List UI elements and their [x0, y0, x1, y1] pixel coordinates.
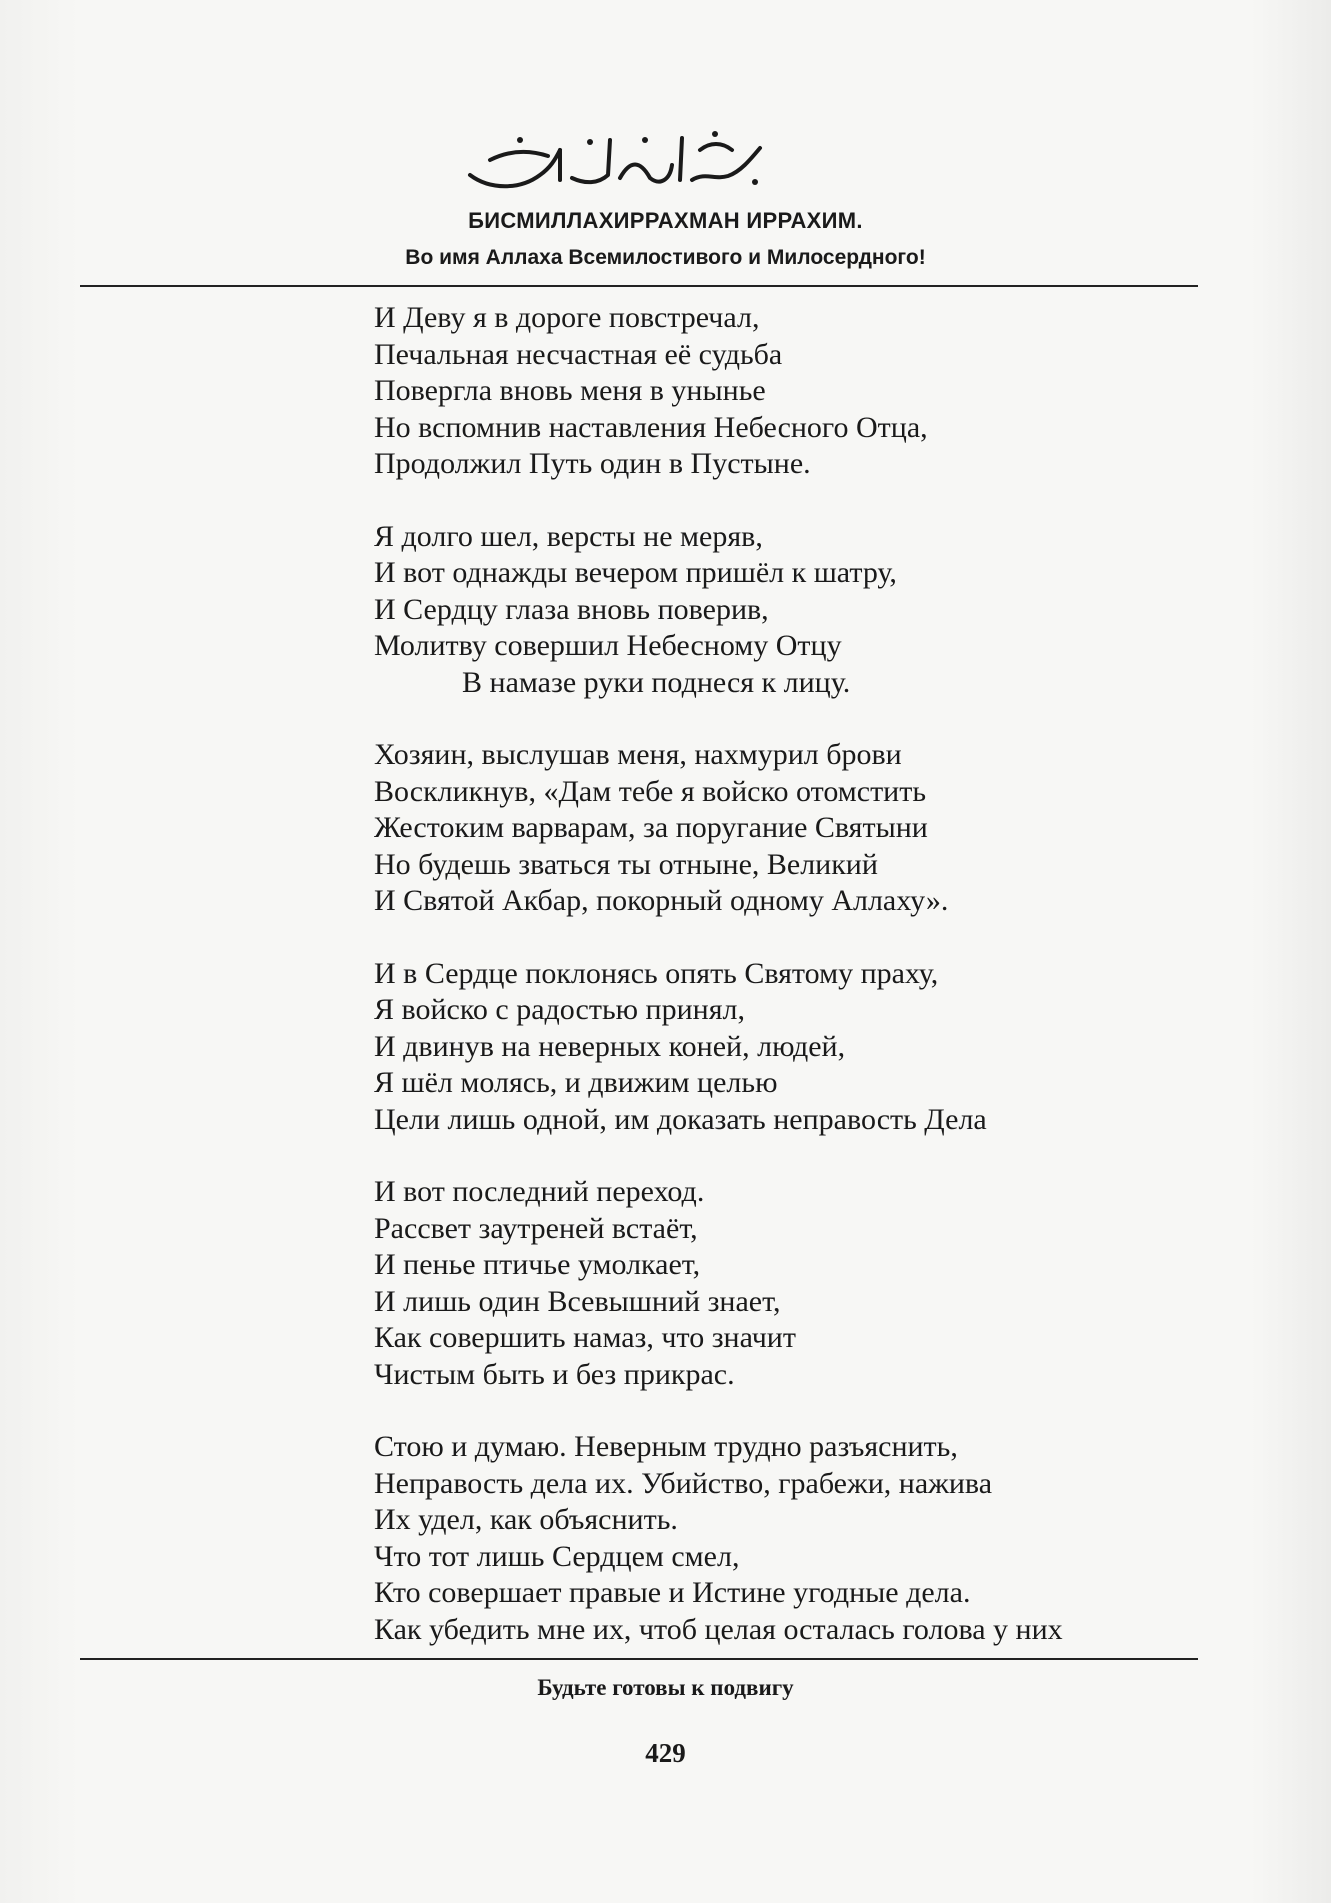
poem-line: Воскликнув, «Дам тебе я войско отомстить: [374, 774, 927, 808]
poem-line: И пенье птичье умолкает,: [374, 1248, 701, 1281]
poem-line: Неправость дела их. Убийство, грабежи, нажива: [374, 1466, 993, 1500]
poem-line: И вот однажды вечером пришёл к шатру,: [374, 556, 897, 589]
poem-line: Жестоким варварам, за поругание Святыни: [374, 811, 928, 844]
stanza: [374, 300, 1174, 483]
poem-line: Но вспомнив наставления Небесного Отца,: [374, 410, 928, 444]
poem-line: Хозяин, выслушав меня, нахмурил брови: [374, 738, 902, 771]
poem-line: И вот последний переход.: [374, 1175, 705, 1208]
running-footer-title: Будьте готовы к подвигу: [537, 1675, 794, 1700]
stanza: [374, 519, 1174, 702]
poem-line: Как совершить намаз, что значит: [374, 1321, 796, 1354]
bismillah-calligraphy: [460, 120, 780, 200]
header-subtitle: Во имя Аллаха Всемилостивого и Милосердного!: [405, 246, 926, 269]
poem-line: Чистым быть и без прикрас.: [374, 1357, 735, 1391]
poem-line: Как убедить мне их, чтоб целая осталась голова у них: [374, 1612, 1063, 1646]
poem-line: Но будешь зваться ты отныне, Великий: [374, 847, 878, 881]
poem-line: В намазе руки поднеся к лицу.: [462, 665, 851, 699]
poem-line: Цели лишь одной, им доказать неправость Дела: [374, 1102, 987, 1136]
top-divider: [80, 285, 1198, 287]
poem-body: [374, 300, 1174, 1684]
poem-line: И лишь один Всевышний знает,: [374, 1284, 781, 1318]
poem-line: И Святой Акбар, покорный одному Аллаху».: [374, 884, 949, 917]
poem-line: Их удел, как объяснить.: [374, 1503, 678, 1536]
poem-line: И Сердцу глаза вновь поверив,: [374, 592, 769, 626]
poem-line: Молитву совершил Небесному Отцу: [374, 629, 842, 662]
poem-line: Повергла вновь меня в унынье: [374, 374, 766, 407]
bottom-divider: [80, 1658, 1198, 1660]
stanza: [374, 1429, 1174, 1648]
stanza: [374, 956, 1174, 1139]
poem-line: Кто совершает правые и Истине угодные дела.: [374, 1576, 971, 1609]
poem-line: Печальная несчастная её судьба: [374, 337, 783, 371]
poem-line: Стою и думаю. Неверным трудно разъяснить,: [374, 1430, 958, 1463]
stanza: [374, 1174, 1174, 1393]
poem-line: И Деву я в дороге повстречал,: [374, 301, 760, 334]
poem-line: Что тот лишь Сердцем смел,: [374, 1539, 740, 1573]
poem-line: Рассвет заутреней встаёт,: [374, 1211, 698, 1245]
poem-line: Я шёл молясь, и движим целью: [374, 1066, 778, 1099]
header-title: БИСМИЛЛАХИРРАХМАН ИРРАХИМ.: [468, 208, 863, 233]
poem-line: И двинув на неверных коней, людей,: [374, 1029, 846, 1063]
page-number: 429: [645, 1738, 686, 1768]
poem-line: И в Сердце поклонясь опять Святому праху,: [374, 956, 939, 990]
poem-line: Я войско с радостью принял,: [374, 993, 745, 1026]
poem-line: Я долго шел, версты не меряв,: [374, 519, 763, 553]
poem-line: Продолжил Путь один в Пустыне.: [374, 447, 811, 480]
stanza: [374, 737, 1174, 920]
